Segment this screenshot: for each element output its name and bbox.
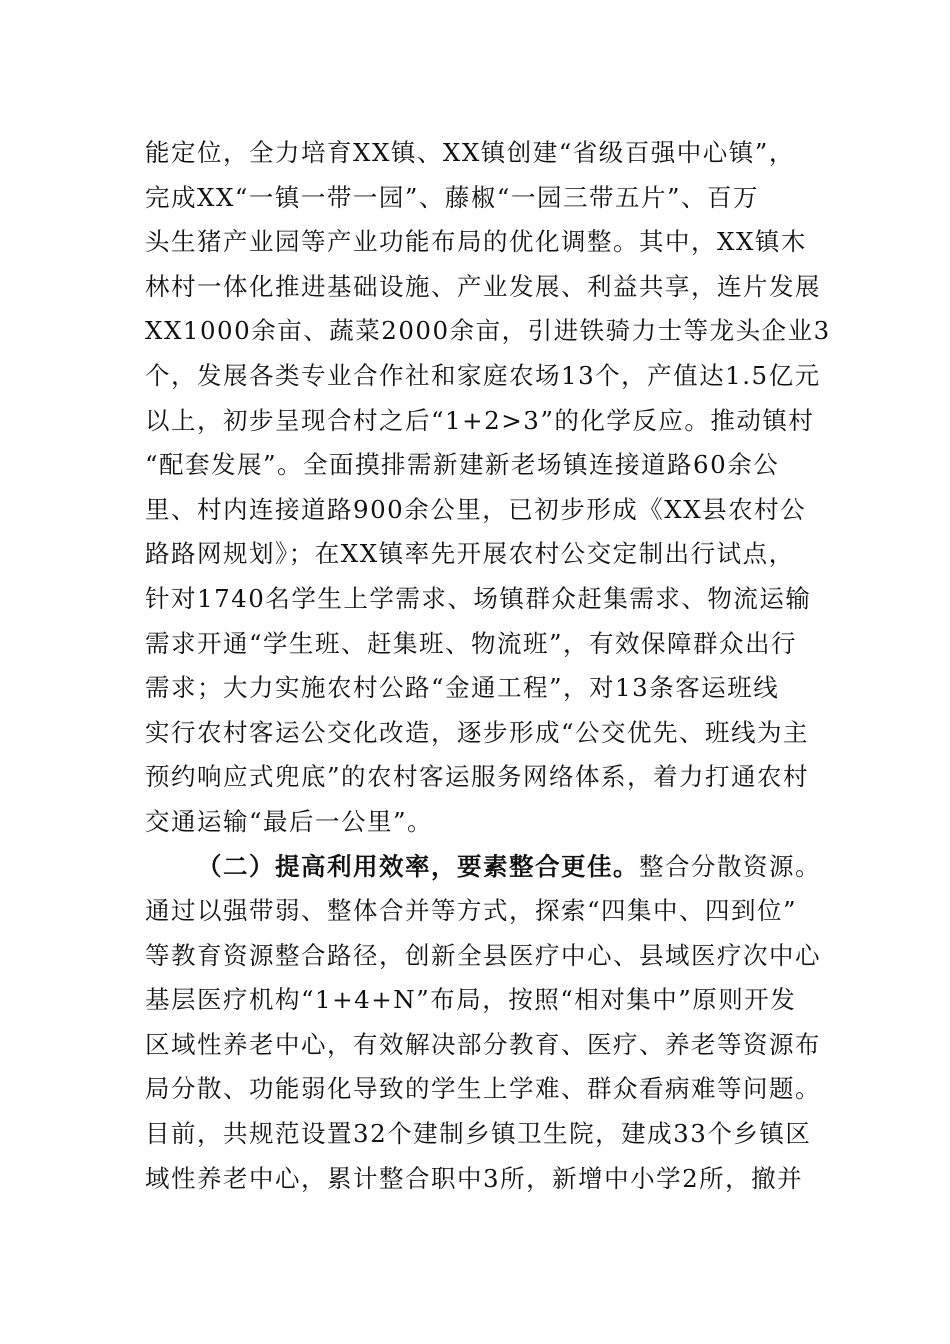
text-line: 需求；大力实施农村公路“金通工程”，对13条客运班线 <box>145 673 780 703</box>
text-line: 林村一体化推进基础设施、产业发展、利益共享，连片发展 <box>145 271 821 301</box>
document-body <box>145 131 831 1201</box>
text-line: XX1000余亩、蔬菜2000余亩，引进铁骑力士等龙头企业3 <box>145 316 831 346</box>
text-line: 局分散、功能弱化导致的学生上学难、群众看病难等问题。 <box>145 1074 821 1104</box>
text-line: 等教育资源整合路径，创新全县医疗中心、县域医疗次中心 <box>145 940 821 970</box>
text-line: 基层医疗机构“1+4+N”布局，按照“相对集中”原则开发 <box>145 985 797 1015</box>
section-heading: （二）提高利用效率，要素整合更佳。 <box>197 851 639 881</box>
text-line: 区域性养老中心，有效解决部分教育、医疗、养老等资源布 <box>145 1029 821 1059</box>
text-line: “配套发展”。全面摸排需新建新老场镇连接道路60余公 <box>145 450 780 480</box>
text-line: 交通运输“最后一公里”。 <box>145 806 434 836</box>
text-line: 目前，共规范设置32个建制乡镇卫生院，建成33个乡镇区 <box>145 1119 812 1149</box>
text-line: 能定位，全力培育XX镇、XX镇创建“省级百强中心镇”， <box>145 138 795 167</box>
text-line: 头生猪产业园等产业功能布局的优化调整。其中，XX镇木 <box>145 227 807 257</box>
text-line: 路路网规划》；在XX镇率先开展农村公交定制出行试点， <box>145 539 795 569</box>
text-line: 针对1740名学生上学需求、场镇群众赶集需求、物流运输 <box>145 583 812 613</box>
text-line: 预约响应式兜底”的农村客运服务网络体系，着力打通农村 <box>145 762 810 792</box>
text-line: 里、村内连接道路900余公里，已初步形成《XX县农村公 <box>145 494 807 524</box>
text-line: 以上，初步呈现合村之后“1+2>3”的化学反应。推动镇村 <box>145 405 815 435</box>
section-first-line-text: 整合分散资源。 <box>639 851 821 881</box>
text-line: 个，发展各类专业合作社和家庭农场13个，产值达1.5亿元 <box>145 360 821 390</box>
paragraph-2 <box>145 845 821 1202</box>
text-line: 完成XX“一镇一带一园”、藤椒“一园三带五片”、百万 <box>145 182 759 212</box>
paragraph-1 <box>145 131 831 845</box>
text-line: 需求开通“学生班、赶集班、物流班”，有效保障群众出行 <box>145 628 798 658</box>
text-line: 实行农村客运公交化改造，逐步形成“公交优先、班线为主 <box>145 717 810 747</box>
section-first-line <box>145 845 821 890</box>
text-line: 通过以强带弱、整体合并等方式，探索“四集中、四到位” <box>145 896 798 926</box>
text-line: 域性养老中心，累计整合职中3所，新增中小学2所，撤并 <box>145 1163 804 1193</box>
